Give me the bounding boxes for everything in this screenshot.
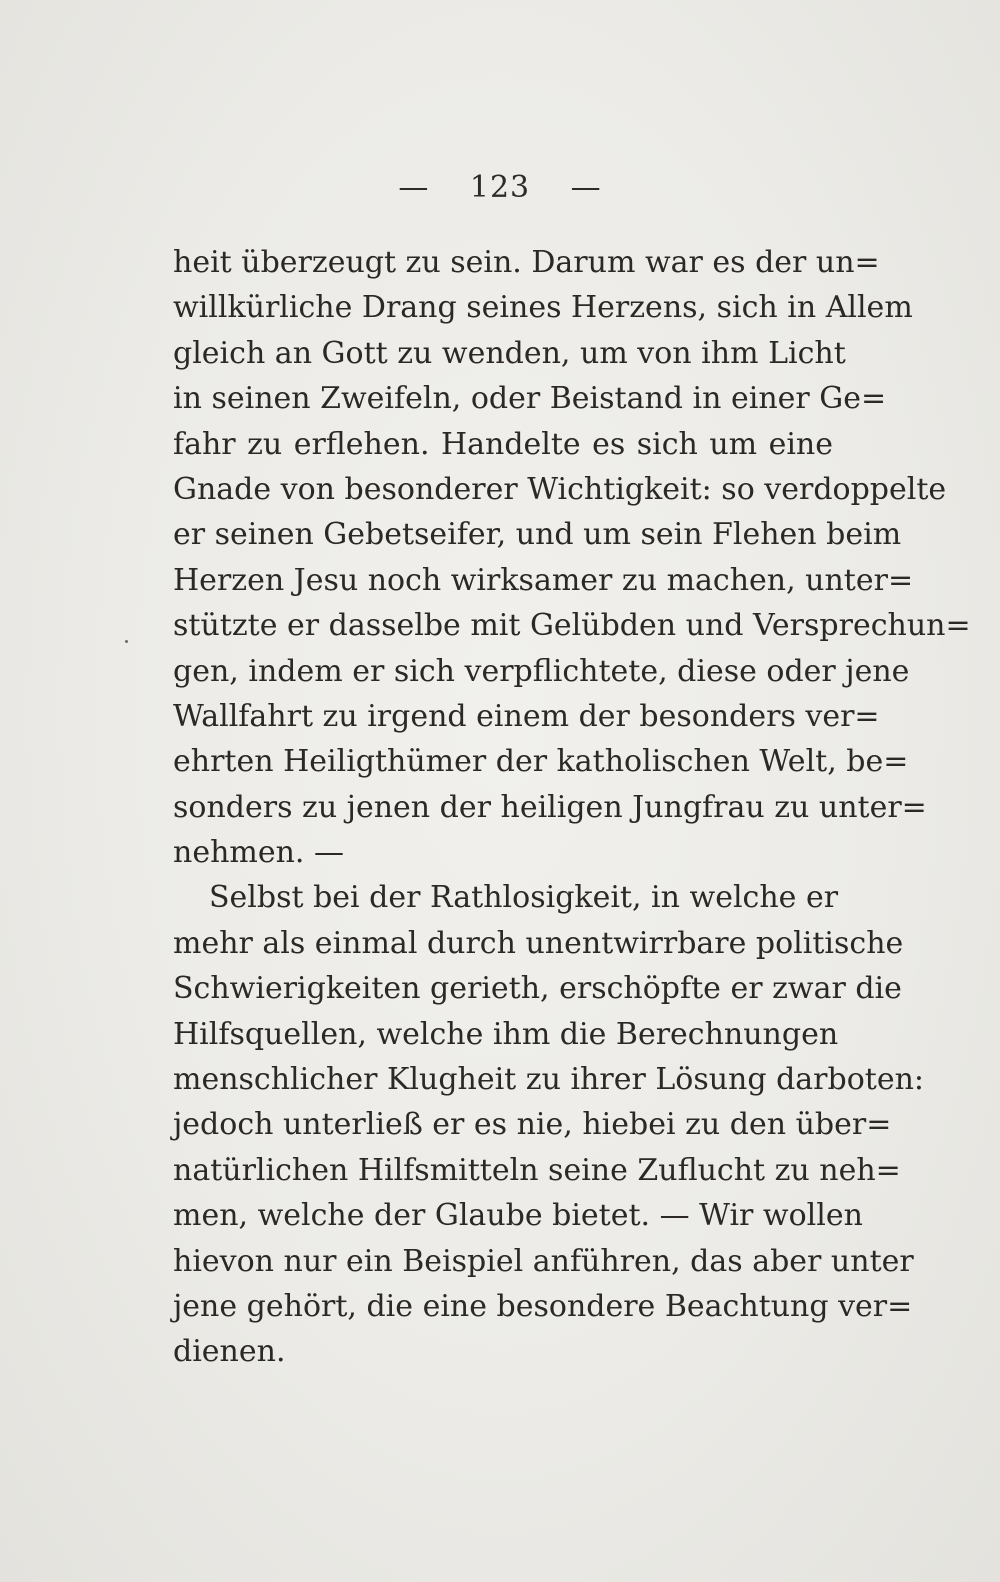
text-line: hievon nur ein Beispiel anführen, das aber unter <box>173 1243 914 1279</box>
text-line: Hilfsquellen, welche ihm die Berechnungen <box>173 1016 839 1052</box>
page-number: 123 <box>469 170 531 205</box>
text-line: heit überzeugt zu sein. Darum war es der un= <box>173 245 880 280</box>
text-line: Gnade von besonderer Wichtigkeit: so verdoppelte <box>173 471 947 507</box>
page-header <box>0 166 1000 210</box>
text-line: sonders zu jenen der heiligen Jungfrau zu unter= <box>173 789 927 825</box>
text-line: Wallfahrt zu irgend einem der besonders ver= <box>173 698 880 734</box>
text-line: natürlichen Hilfsmitteln seine Zuflucht zu neh= <box>173 1152 901 1188</box>
paper-speck <box>125 640 128 643</box>
header-dash-left: — <box>398 170 430 205</box>
text-line: Herzen Jesu noch wirksamer zu machen, unter= <box>173 562 914 598</box>
text-line: ehrten Heiligthümer der katholischen Welt, be= <box>173 744 909 780</box>
text-line: willkürliche Drang seines Herzens, sich in Allem <box>173 290 913 326</box>
text-line: mehr als einmal durch unentwirrbare politische <box>173 925 904 961</box>
text-line: er seinen Gebetseifer, und um sein Flehen beim <box>173 517 902 553</box>
text-line: fahr zu erflehen. Handelte es sich um eine <box>173 426 833 462</box>
text-line: in seinen Zweifeln, oder Beistand in einer Ge= <box>173 381 887 417</box>
text-line: stützte er dasselbe mit Gelübden und Versprechun= <box>173 608 971 644</box>
body-text <box>173 240 971 1375</box>
text-line: gen, indem er sich verpflichtete, diese oder jene <box>173 653 910 689</box>
text-line: jene gehört, die eine besondere Beachtung ver= <box>173 1288 913 1324</box>
text-line: menschlicher Klugheit zu ihrer Lösung darboten: <box>173 1062 925 1098</box>
text-line: Selbst bei der Rathlosigkeit, in welche er <box>209 880 839 916</box>
text-line: dienen. <box>173 1334 286 1370</box>
text-line: Schwierigkeiten gerieth, erschöpfte er zwar die <box>173 971 902 1007</box>
header-dash-right: — <box>570 170 602 205</box>
text-line: gleich an Gott zu wenden, um von ihm Licht <box>173 335 846 371</box>
text-line: men, welche der Glaube bietet. — Wir wollen <box>173 1198 863 1234</box>
text-line: nehmen. — <box>173 835 344 871</box>
text-line: jedoch unterließ er es nie, hiebei zu den über= <box>173 1107 892 1143</box>
